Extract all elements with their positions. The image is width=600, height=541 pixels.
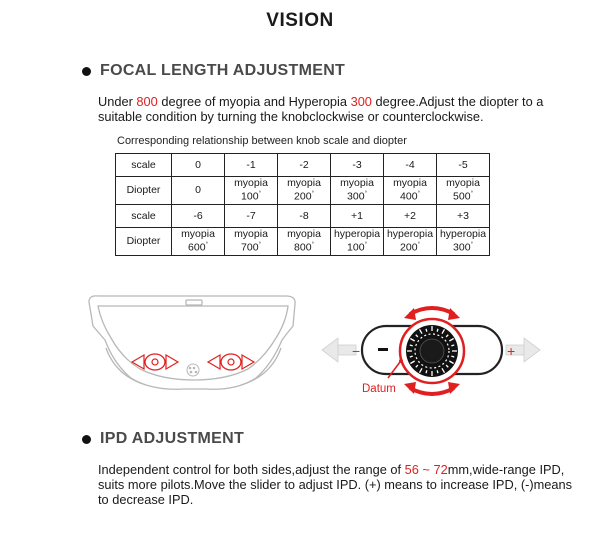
table-cell [278,177,331,205]
degree-mark: ° [364,242,367,249]
ipd-text-1: Independent control for both sides,adjust the range of [98,462,405,477]
cell-condition: hyperopia [333,228,381,241]
focal-text-1: Under [98,94,137,109]
left-arrow-icon [322,338,356,362]
focal-text-3: degree.Adjust the diopter to a suitable condition by turning the knobclockwise or counterclockwise. [98,94,544,124]
degree-mark: ° [311,191,314,198]
myopia-limit: 800 [136,94,158,109]
degree-mark: ° [258,242,261,249]
knob-tick [426,329,427,332]
degree-mark: ° [470,191,473,198]
cell-condition: myopia [181,228,215,241]
table-cell [172,228,225,256]
cell-degree: 700 [241,241,259,254]
table-cell: -7 [225,205,278,228]
degree-mark: ° [364,191,367,198]
focal-section-heading [82,62,345,80]
table-cell: -4 [384,154,437,177]
table-cell: -6 [172,205,225,228]
cell-degree: 100 [241,190,259,203]
ipd-section-heading [82,430,244,448]
knob-tick [437,329,438,332]
table-row [116,154,490,177]
degree-mark: ° [470,242,473,249]
table-cell: -2 [278,154,331,177]
knob-plus-sign: + [507,343,516,359]
cell-condition: myopia [287,177,321,190]
degree-mark: ° [417,242,420,249]
table-row-header: scale [116,205,172,228]
ipd-range: 56 ~ 72 [404,462,448,477]
cell-degree: 600 [188,241,206,254]
cell-degree: 300 [347,190,365,203]
page-title: VISION [266,10,334,31]
table-row-header: Diopter [116,177,172,205]
cell-degree: 200 [294,190,312,203]
cell-condition: hyperopia [439,228,487,241]
table-cell [437,228,490,256]
rotate-arrow-top [410,308,454,314]
cell-condition: myopia [446,177,480,190]
table-cell [384,228,437,256]
bullet-icon [82,67,91,76]
table-cell [331,228,384,256]
table-cell: -5 [437,154,490,177]
table-row [116,228,490,256]
table-row [116,177,490,205]
speaker-grille-icon [187,364,199,376]
knob-tick [451,356,454,357]
table-cell: +2 [384,205,437,228]
bullet-icon [82,435,91,444]
table-cell [384,177,437,205]
table-cell [437,177,490,205]
knob-tick [451,345,454,346]
cell-degree: 500 [453,190,471,203]
table-cell [278,228,331,256]
table-row [116,205,490,228]
table-cell: +3 [437,205,490,228]
diopter-knob-illustration [318,296,544,406]
cell-condition: myopia [340,177,374,190]
degree-mark: ° [258,191,261,198]
cell-condition: myopia [393,177,427,190]
cell-condition: hyperopia [386,228,434,241]
degree-mark: ° [311,242,314,249]
ipd-text-2: mm,wide-range IPD, suits more pilots.Move the slider to adjust IPD. (+) means to increase IPD, (-)means to decrease IPD. [98,462,573,507]
ipd-description [98,462,576,507]
cell-degree: 300 [453,241,471,254]
ipd-heading-text: IPD ADJUSTMENT [100,430,245,447]
table-caption: Corresponding relationship between knob scale and diopter [117,135,407,147]
knob-minus-bar [378,348,388,351]
diopter-table [115,153,490,256]
knob-tick [410,356,413,357]
knob-minus-sign: − [352,343,361,359]
rotate-arrow-bottom [410,388,454,394]
goggles-inner-frame [98,306,288,380]
focal-text-2: degree of myopia and Hyperopia [157,94,351,109]
table-cell [225,228,278,256]
cell-condition: myopia [234,228,268,241]
degree-mark: ° [205,242,208,249]
table-cell [225,177,278,205]
goggles-outline [89,296,295,389]
cell-degree: 800 [294,241,312,254]
knob-tick [426,370,427,373]
table-row-header: Diopter [116,228,172,256]
cell-condition: myopia [234,177,268,190]
table-cell: +1 [331,205,384,228]
cell-degree: 400 [400,190,418,203]
cell-condition: myopia [287,228,321,241]
table-cell: 0 [172,154,225,177]
cell-degree: 100 [347,241,365,254]
datum-label: Datum [362,383,396,395]
hyperopia-limit: 300 [350,94,372,109]
focal-heading-text: FOCAL LENGTH ADJUSTMENT [100,62,346,79]
table-cell: -8 [278,205,331,228]
degree-mark: ° [417,191,420,198]
table-row-header: scale [116,154,172,177]
right-ipd-slider-icon [208,354,254,370]
table-cell: 0 [172,177,225,205]
table-cell [331,177,384,205]
knob-tick [437,370,438,373]
table-cell: -1 [225,154,278,177]
table-cell: -3 [331,154,384,177]
goggles-illustration [86,292,301,395]
cell-degree: 200 [400,241,418,254]
knob-tick [410,345,413,346]
focal-description [98,94,568,124]
